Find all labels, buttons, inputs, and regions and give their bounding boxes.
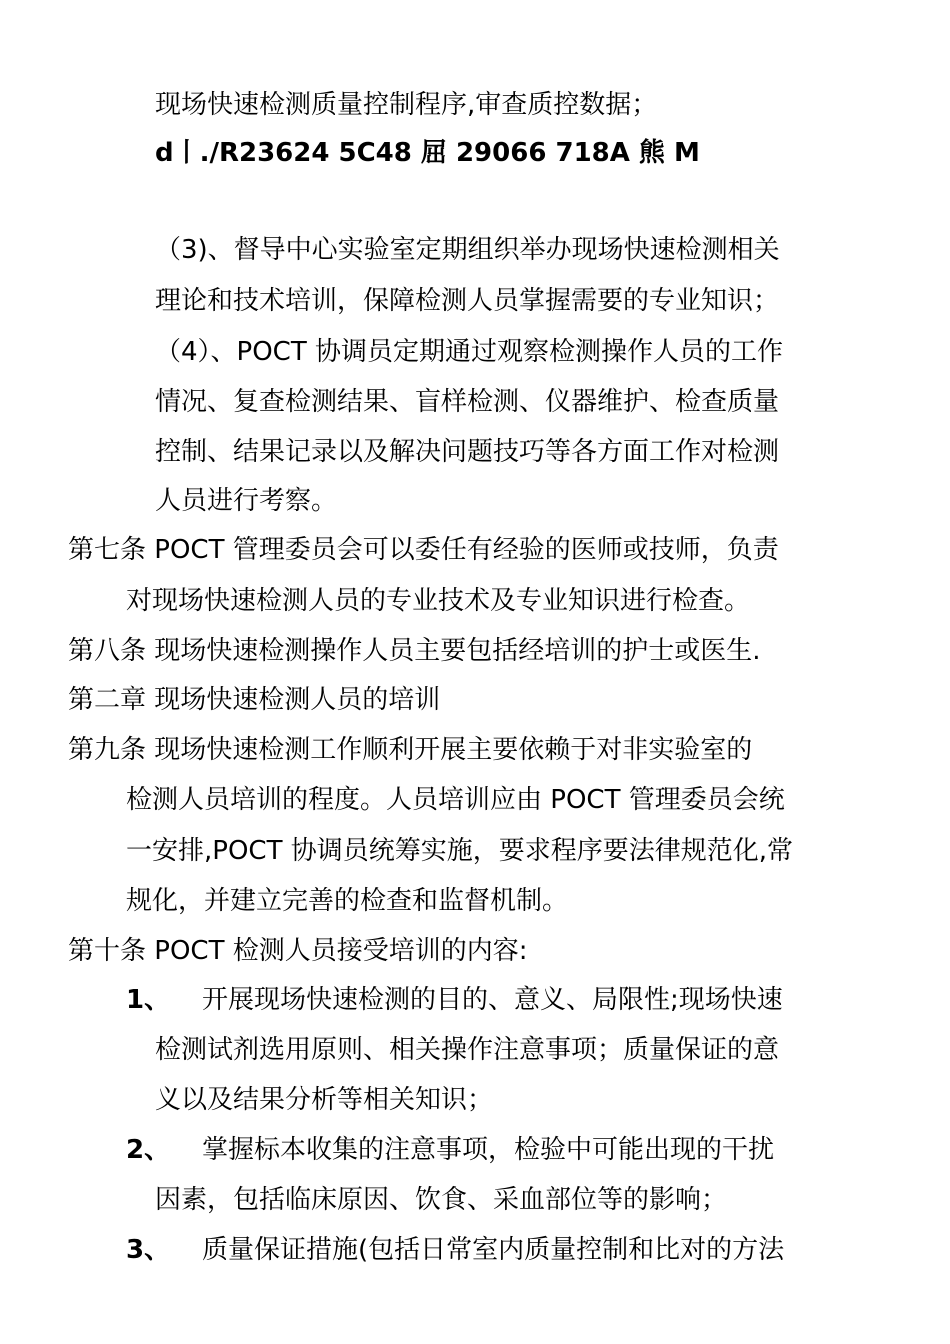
list-item bbox=[126, 983, 886, 1017]
list-item bbox=[126, 1133, 886, 1167]
text-line: 对现场快速检测人员的专业技术及专业知识进行检查。 bbox=[126, 586, 751, 616]
list-item-number: 1、 bbox=[126, 985, 171, 1015]
chapter-heading: 第二章 现场快速检测人员的培训 bbox=[68, 685, 441, 715]
list-item-text: 质量保证措施(包括日常室内质量控制和比对的方法 bbox=[202, 1235, 785, 1265]
article-7-line: 第七条 POCT 管理委员会可以委任有经验的医师或技师，负责 bbox=[68, 535, 779, 565]
text-line: 情况、复查检测结果、盲样检测、仪器维护、检查质量 bbox=[155, 387, 780, 417]
text-line: 控制、结果记录以及解决问题技巧等各方面工作对检测 bbox=[155, 437, 780, 467]
list-item bbox=[126, 1233, 886, 1267]
list-item-text: 开展现场快速检测的目的、意义、局限性;现场快速 bbox=[202, 985, 783, 1015]
text-line-garbled: d丨./R23624 5C48 屈 29066 718A 熊 M bbox=[155, 138, 700, 168]
article-9-line: 第九条 现场快速检测工作顺利开展主要依赖于对非实验室的 bbox=[68, 735, 753, 765]
text-line: （3)、督导中心实验室定期组织举办现场快速检测相关 bbox=[155, 235, 780, 265]
text-line: 现场快速检测质量控制程序,审查质控数据； bbox=[155, 90, 658, 120]
list-item-text: 掌握标本收集的注意事项，检验中可能出现的干扰 bbox=[202, 1135, 775, 1165]
article-10-line: 第十条 POCT 检测人员接受培训的内容: bbox=[68, 936, 528, 966]
text-line: 检测人员培训的程度。人员培训应由 POCT 管理委员会统 bbox=[126, 785, 785, 815]
article-8-line: 第八条 现场快速检测操作人员主要包括经培训的护士或医生. bbox=[68, 636, 761, 666]
text-line: 规化，并建立完善的检查和监督机制。 bbox=[126, 886, 569, 916]
list-item-text: 义以及结果分析等相关知识； bbox=[155, 1085, 494, 1115]
list-item-number: 2、 bbox=[126, 1135, 171, 1165]
text-line: 理论和技术培训，保障检测人员掌握需要的专业知识； bbox=[155, 286, 780, 316]
list-item-number: 3、 bbox=[126, 1235, 171, 1265]
list-item-text: 因素，包括临床原因、饮食、采血部位等的影响； bbox=[155, 1185, 728, 1215]
text-line: 人员进行考察。 bbox=[155, 486, 338, 516]
text-line: 一安排,POCT 协调员统筹实施，要求程序要法律规范化,常 bbox=[126, 836, 793, 866]
list-item-text: 检测试剂选用原则、相关操作注意事项；质量保证的意 bbox=[155, 1035, 780, 1065]
text-line: （4）、POCT 协调员定期通过观察检测操作人员的工作 bbox=[155, 337, 783, 367]
